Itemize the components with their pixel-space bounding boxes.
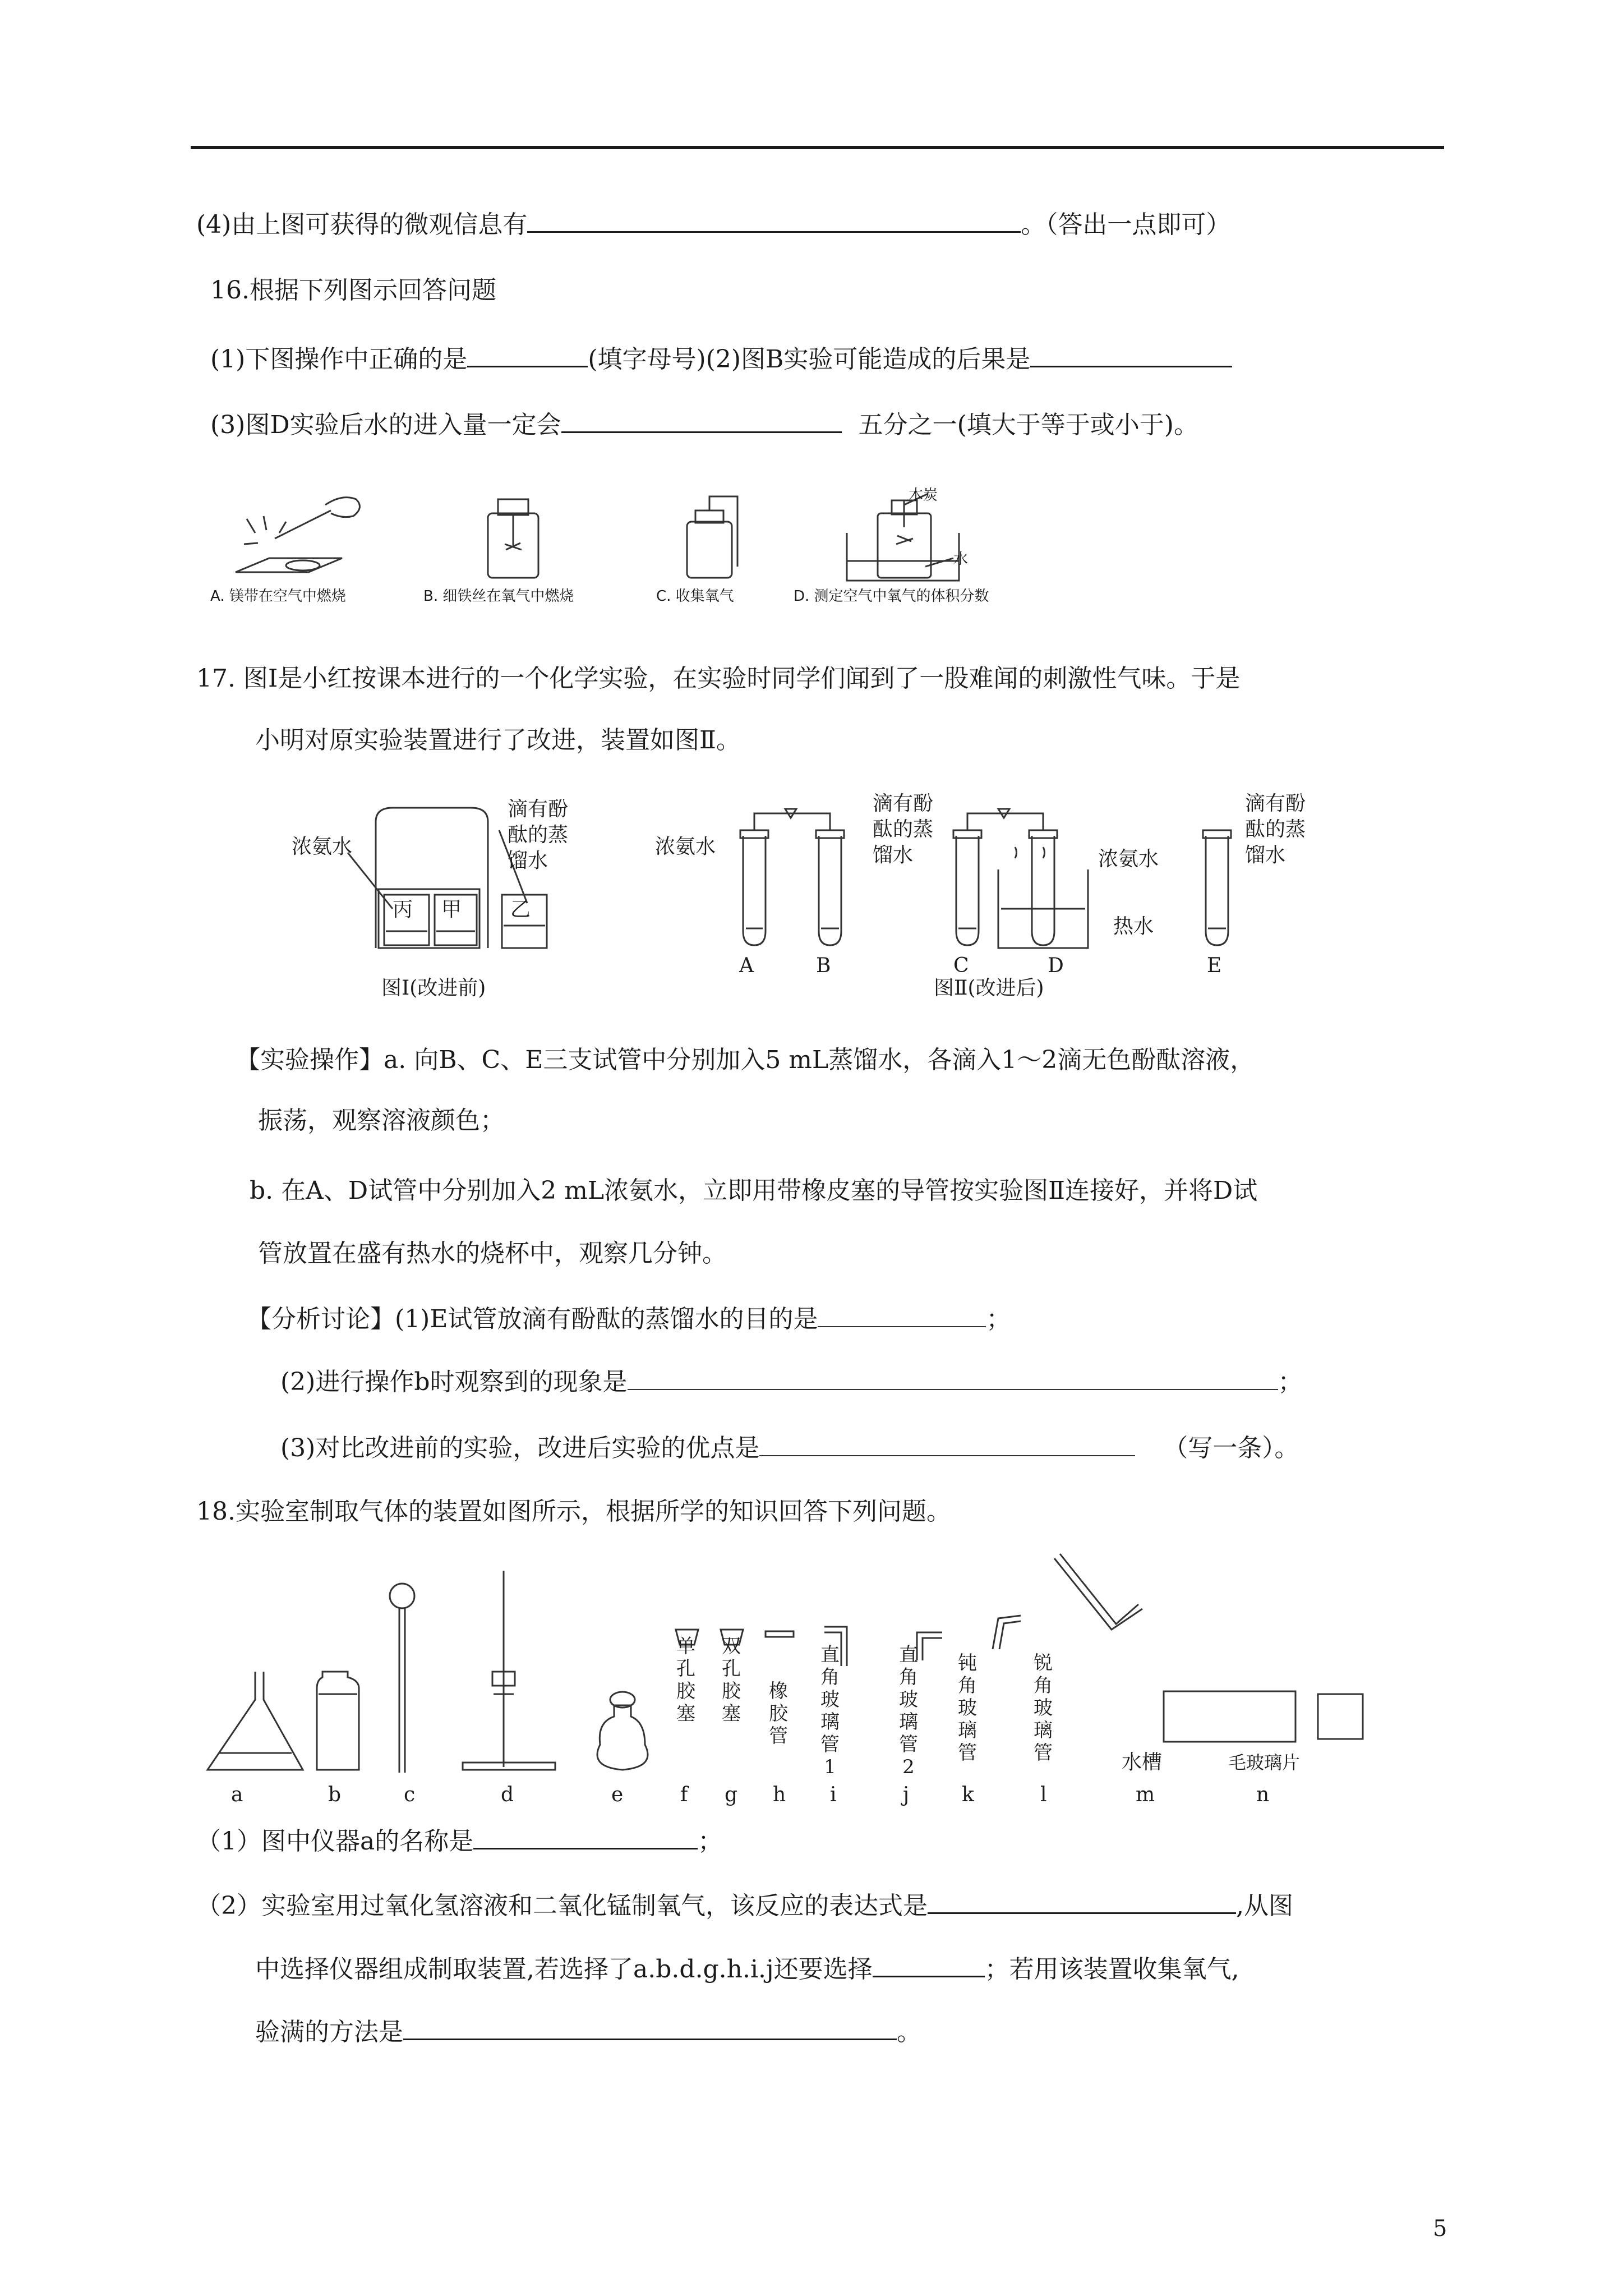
phenol-line: 滴有酚 (508, 798, 569, 821)
fig2-caption: 图Ⅱ(改进后) (934, 977, 1044, 1000)
tube-b: B (816, 954, 831, 977)
fig2-label-phenol-b (873, 791, 933, 868)
tube-a: A (739, 954, 754, 977)
answer-blank[interactable] (1030, 341, 1232, 367)
disc1-suffix: ； (986, 1305, 1011, 1333)
letter-f: f (680, 1783, 688, 1806)
fig2-diagram (701, 797, 1318, 965)
phenol-line: 酞的蒸 (1245, 818, 1306, 841)
q18-part2-line1 (196, 1888, 1293, 1923)
fig1-label-phenol (508, 797, 568, 874)
disc3-prefix: (3)对比改进前的实验，改进后实验的优点是 (280, 1434, 760, 1462)
caption-d: D. 测定空气中氧气的体积分数 (794, 588, 989, 605)
label-obtuse-tube: 钝角玻璃管 (958, 1652, 977, 1764)
q18-apparatus-figure (196, 1554, 1318, 1784)
disc2-prefix: (2)进行操作b时观察到的现象是 (280, 1368, 628, 1396)
label-rubber-tube: 橡胶管 (769, 1680, 788, 1747)
letter-h: h (773, 1783, 786, 1806)
fig1-label-ammonia: 浓氨水 (292, 835, 353, 858)
q17-line2: 小明对原实验装置进行了改进，装置如图Ⅱ。 (255, 726, 741, 754)
letter-g: g (725, 1783, 738, 1806)
q16-title: 16.根据下列图示回答问题 (210, 276, 496, 305)
q16-line2-a: (3)图D实验后水的进入量一定会 (210, 411, 561, 439)
fig2-label-ammonia-right: 浓氨水 (1098, 848, 1159, 871)
q17-disc1 (247, 1301, 1011, 1336)
disc2-suffix: ； (1278, 1368, 1303, 1396)
q16-line1 (210, 341, 1232, 376)
fig2-label-phenol-e (1245, 791, 1306, 868)
letter-n: n (1256, 1783, 1270, 1806)
tube-e: E (1207, 954, 1222, 977)
q16-line2-b: 五分之一(填大于等于或小于)。 (858, 411, 1198, 439)
fig2-label-hotwater: 热水 (1113, 915, 1154, 938)
q18-part2-line2-suffix: ；若用该装置收集氧气, (984, 1955, 1239, 1984)
letter-i: i (830, 1783, 837, 1806)
label-single-hole-stopper: 单孔胶塞 (676, 1635, 695, 1725)
q18-part2-line3-prefix: 验满的方法是 (255, 2018, 403, 2046)
disc3-suffix: （写一条）。 (1163, 1434, 1299, 1462)
q18-part2-prefix: （2）实验室用过氧化氢溶液和二氧化锰制氧气，该反应的表达式是 (196, 1892, 928, 1920)
q17-line1: 17. 图Ⅰ是小红按课本进行的一个化学实验，在实验时同学们闻到了一股难闻的刺激性气味。于是 (196, 664, 1241, 693)
page-number: 5 (1433, 2216, 1447, 2242)
q17-op-a2: 振荡，观察溶液颜色； (258, 1106, 505, 1135)
answer-blank[interactable] (467, 341, 588, 367)
q16-line2 (210, 407, 1198, 442)
label-glass-plate: 毛玻璃片 (1228, 1752, 1301, 1773)
phenol-line: 酞的蒸 (508, 823, 569, 846)
letter-a: a (231, 1783, 243, 1806)
q17-disc2 (280, 1364, 1303, 1399)
q15-part4 (196, 206, 1230, 242)
label-sink: 水槽 (1122, 1751, 1163, 1774)
tube-d: D (1048, 954, 1064, 977)
q16-line1-b: (填字母号)(2)图B实验可能造成的后果是 (588, 345, 1031, 374)
q17-op-b1: b. 在A、D试管中分别加入2 mL浓氨水，立即用带橡皮塞的导管按实验图Ⅱ连接好，并将D试 (250, 1176, 1258, 1205)
beaker-jia: 甲 (441, 898, 462, 921)
q17-disc3 (280, 1430, 1299, 1465)
label-acute-tube: 锐角玻璃管 (1034, 1652, 1053, 1764)
label-double-hole-stopper: 双孔胶塞 (722, 1635, 741, 1725)
answer-blank[interactable] (873, 1951, 985, 1977)
q18-part2-line3-suffix: 。 (897, 2018, 921, 2046)
q18-part1-prefix: （1）图中仪器a的名称是 (196, 1827, 474, 1856)
q15-prefix: (4)由上图可获得的微观信息有 (196, 210, 528, 239)
phenol-line: 滴有酚 (1245, 792, 1306, 815)
fig1-caption: 图Ⅰ(改进前) (381, 977, 486, 1000)
q18-part2-line2 (255, 1951, 1239, 1986)
label-charcoal: 木炭 (909, 487, 938, 504)
q18-part1 (196, 1823, 722, 1858)
tube-c: C (953, 954, 969, 977)
phenol-line: 馏水 (873, 844, 914, 867)
answer-blank[interactable] (561, 407, 842, 433)
phenol-line: 酞的蒸 (873, 818, 934, 841)
disc1-prefix: 【分析讨论】(1)E试管放滴有酚酞的蒸馏水的目的是 (247, 1305, 818, 1333)
beaker-bing: 丙 (393, 898, 413, 921)
q15-suffix: 。（答出一点即可） (1021, 210, 1231, 239)
caption-c: C. 收集氧气 (656, 588, 734, 605)
answer-blank[interactable] (628, 1364, 1278, 1390)
phenol-line: 滴有酚 (873, 792, 934, 815)
header-rule (191, 146, 1444, 149)
answer-blank[interactable] (818, 1301, 986, 1327)
letter-c: c (404, 1783, 416, 1806)
letter-l: l (1040, 1783, 1047, 1806)
letter-b: b (328, 1783, 342, 1806)
label-right-angle-tube-2: 直角玻璃管2 (899, 1644, 918, 1778)
answer-blank[interactable] (403, 2014, 897, 2040)
caption-b: B. 细铁丝在氧气中燃烧 (423, 588, 574, 605)
letter-m: m (1136, 1783, 1155, 1806)
q16-line1-a: (1)下图操作中正确的是 (210, 345, 468, 374)
letter-j: j (903, 1783, 910, 1806)
q18-part2-line2-prefix: 中选择仪器组成制取装置,若选择了a.b.d.g.h.i.j还要选择 (255, 1955, 873, 1984)
q18-title: 18.实验室制取气体的装置如图所示，根据所学的知识回答下列问题。 (196, 1497, 951, 1526)
q17-op-a1: 【实验操作】a. 向B、C、E三支试管中分别加入5 mL蒸馏水，各滴入1～2滴无色酚酞溶液， (236, 1046, 1255, 1074)
answer-blank[interactable] (928, 1888, 1236, 1914)
q17-op-b2: 管放置在盛有热水的烧杯中，观察几分钟。 (258, 1239, 727, 1268)
letter-e: e (611, 1783, 624, 1806)
letter-k: k (962, 1783, 974, 1806)
caption-a: A. 镁带在空气中燃烧 (210, 588, 346, 605)
label-water: 水 (953, 551, 969, 568)
phenol-line: 馏水 (1245, 844, 1286, 867)
fig2-label-ammonia-left: 浓氨水 (655, 835, 716, 858)
q18-part1-suffix: ； (698, 1827, 723, 1856)
phenol-line: 馏水 (508, 849, 548, 872)
label-right-angle-tube-1: 直角玻璃管1 (820, 1644, 840, 1778)
answer-blank[interactable] (527, 206, 1021, 233)
q18-part2-suffix: ,从图 (1236, 1892, 1293, 1920)
q16-figure (213, 488, 1054, 600)
answer-blank[interactable] (759, 1430, 1135, 1456)
q18-part2-line3 (255, 2014, 921, 2049)
letter-d: d (501, 1783, 514, 1806)
answer-blank[interactable] (473, 1823, 698, 1849)
beaker-yi: 乙 (510, 898, 531, 921)
